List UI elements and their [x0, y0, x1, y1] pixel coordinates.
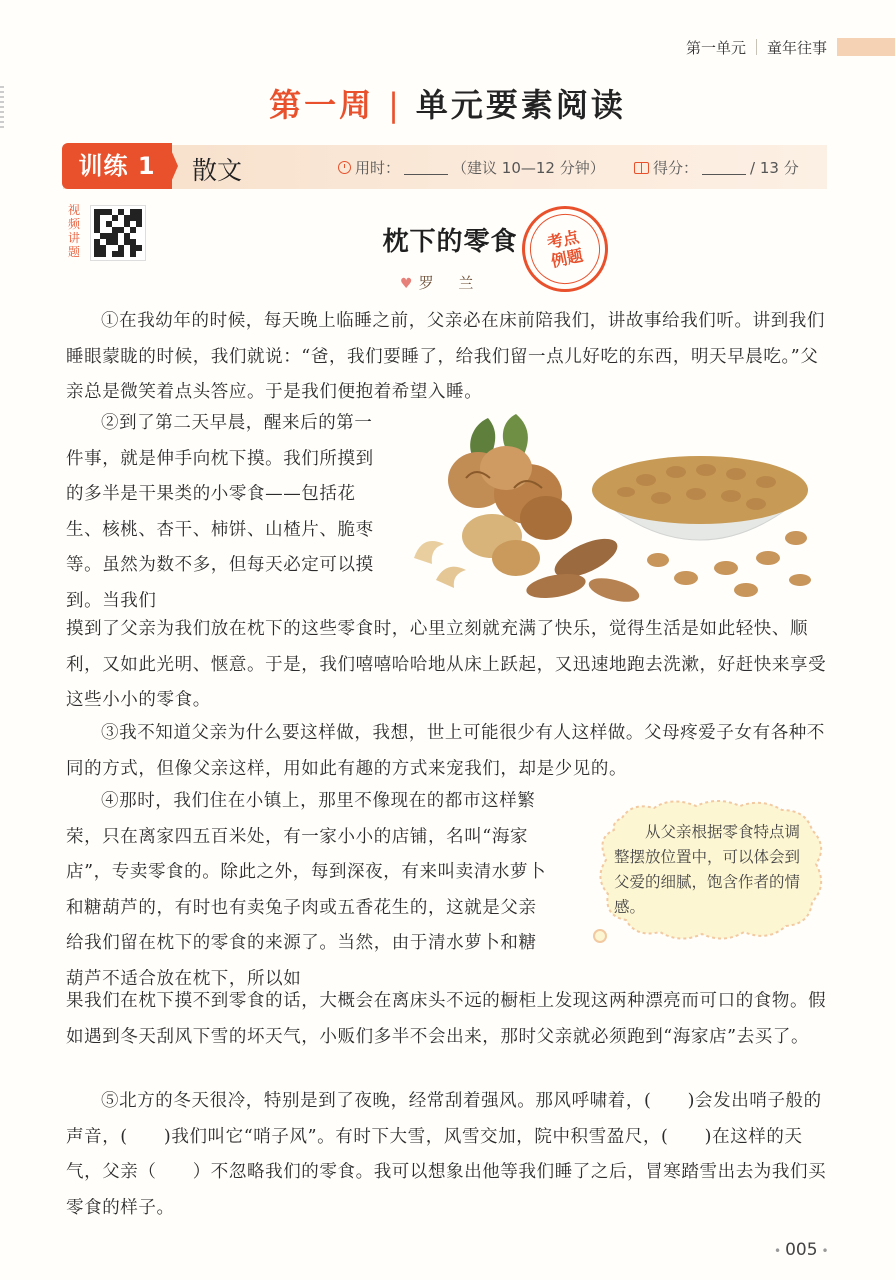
stamp-line-1: 考点	[545, 227, 581, 253]
video-label: 视频讲题	[67, 203, 80, 259]
article-title: 枕下的零食	[382, 227, 518, 257]
time-hint: （建议 10—12 分钟）	[452, 159, 605, 177]
time-label: 用时：	[355, 159, 401, 177]
genre-label: 散文	[192, 156, 243, 185]
paragraph-4-cont: 果我们在枕下摸不到零食的话，大概会在离床头不远的橱柜上发现这两种漂亮而可口的食物。假如遇到冬天刮风下雪的坏天气，小贩们多半不会出来，那时父亲就必须跑到“海家店”去买了。	[66, 991, 827, 1047]
heart-icon: ♥	[400, 276, 413, 292]
week-label: 第一周	[269, 86, 375, 124]
score-field	[634, 157, 799, 178]
training-tag: 训练 1	[62, 143, 172, 189]
unit-topic: 童年往事	[766, 38, 827, 57]
clock-icon	[338, 161, 351, 174]
paragraph-4-wrap: ④那时，我们住在小镇上，那里不像现在的都市这样繁荣，只在离家四五百米处，有一家小小的店铺，名叫“海家店”，专卖零食的。除此之外，每到深夜，有来叫卖清水萝卜和糖葫芦的，有时也有卖兔子肉或五香花生的，这就是父亲给我们留在枕下的零食的来源了。当然，由于清水萝卜和糖葫芦不适合放在枕下，所以如	[66, 791, 547, 989]
paragraph-3: ③我不知道父亲为什么要这样做，我想，世上可能很少有人这样做。父母疼爱子女有各种不同的方式，但像父亲这样，用如此有趣的方式来宠我们，却是少见的。	[66, 723, 825, 779]
header-divider	[756, 39, 757, 55]
time-field	[338, 157, 605, 178]
author-name: 罗 兰	[418, 274, 484, 292]
paragraph-2-cont: 摸到了父亲为我们放在枕下的这些零食时，心里立刻就充满了快乐，觉得生活是如此轻快、顺利，又如此光明、惬意。于是，我们嘻嘻哈哈地从床上跃起，又迅速地跑去洗漱，好赶快来享受这些小小的零食。	[66, 619, 827, 710]
paragraph-5: ⑤北方的冬天很冷，特别是到了夜晚，经常刮着强风。那风呼啸着，( )会发出哨子般的声音，( )我们叫它“哨子风”。有时下大雪，风雪交加，院中积雪盈尺，( )在这样的天气，父亲（ ）不忽略我们的零食。我可以想象出他等我们睡了之后，冒寒踏雪出去为我们买零食的样子。	[66, 1091, 827, 1218]
book-icon	[634, 162, 649, 174]
page-dot-left: •	[774, 1244, 782, 1258]
time-blank[interactable]	[404, 160, 448, 175]
qr-code-icon[interactable]	[90, 205, 146, 261]
page-number-value: 005	[785, 1240, 818, 1260]
stamp-line-2: 例题	[549, 245, 585, 271]
score-total: / 13 分	[750, 159, 799, 177]
section-label: 单元要素阅读	[415, 86, 626, 124]
paragraph-2-wrap: ②到了第二天早晨，醒来后的第一件事，就是伸手向枕下摸。我们所摸到的多半是干果类的小零食——包括花生、核桃、杏干、柿饼、山楂片、脆枣等。虽然为数不多，但每天必定可以摸到。当我们	[66, 413, 374, 611]
page-title	[0, 80, 895, 126]
paragraph-1: ①在我幼年的时候，每天晚上临睡之前，父亲必在床前陪我们，讲故事给我们听。讲到我们睡眼蒙眬的时候，我们就说：“爸，我们要睡了，给我们留一点儿好吃的东西，明天早晨吃。”父亲总是微笑着点头答应。于是我们便抱着希望入睡。	[66, 311, 825, 402]
title-divider: |	[388, 86, 402, 124]
running-header	[686, 38, 895, 56]
score-label: 得分：	[653, 159, 699, 177]
nuts-illustration	[396, 408, 830, 604]
unit-label: 第一单元	[685, 38, 746, 57]
annotation-text: 从父亲根据零食特点调整摆放位置中，可以体会到父爱的细腻，饱含作者的情感。	[614, 823, 801, 916]
page-dot-right: •	[821, 1244, 829, 1258]
score-blank[interactable]	[702, 160, 746, 175]
header-color-tab	[837, 38, 895, 56]
author-line	[400, 272, 483, 293]
page-number	[770, 1240, 833, 1260]
